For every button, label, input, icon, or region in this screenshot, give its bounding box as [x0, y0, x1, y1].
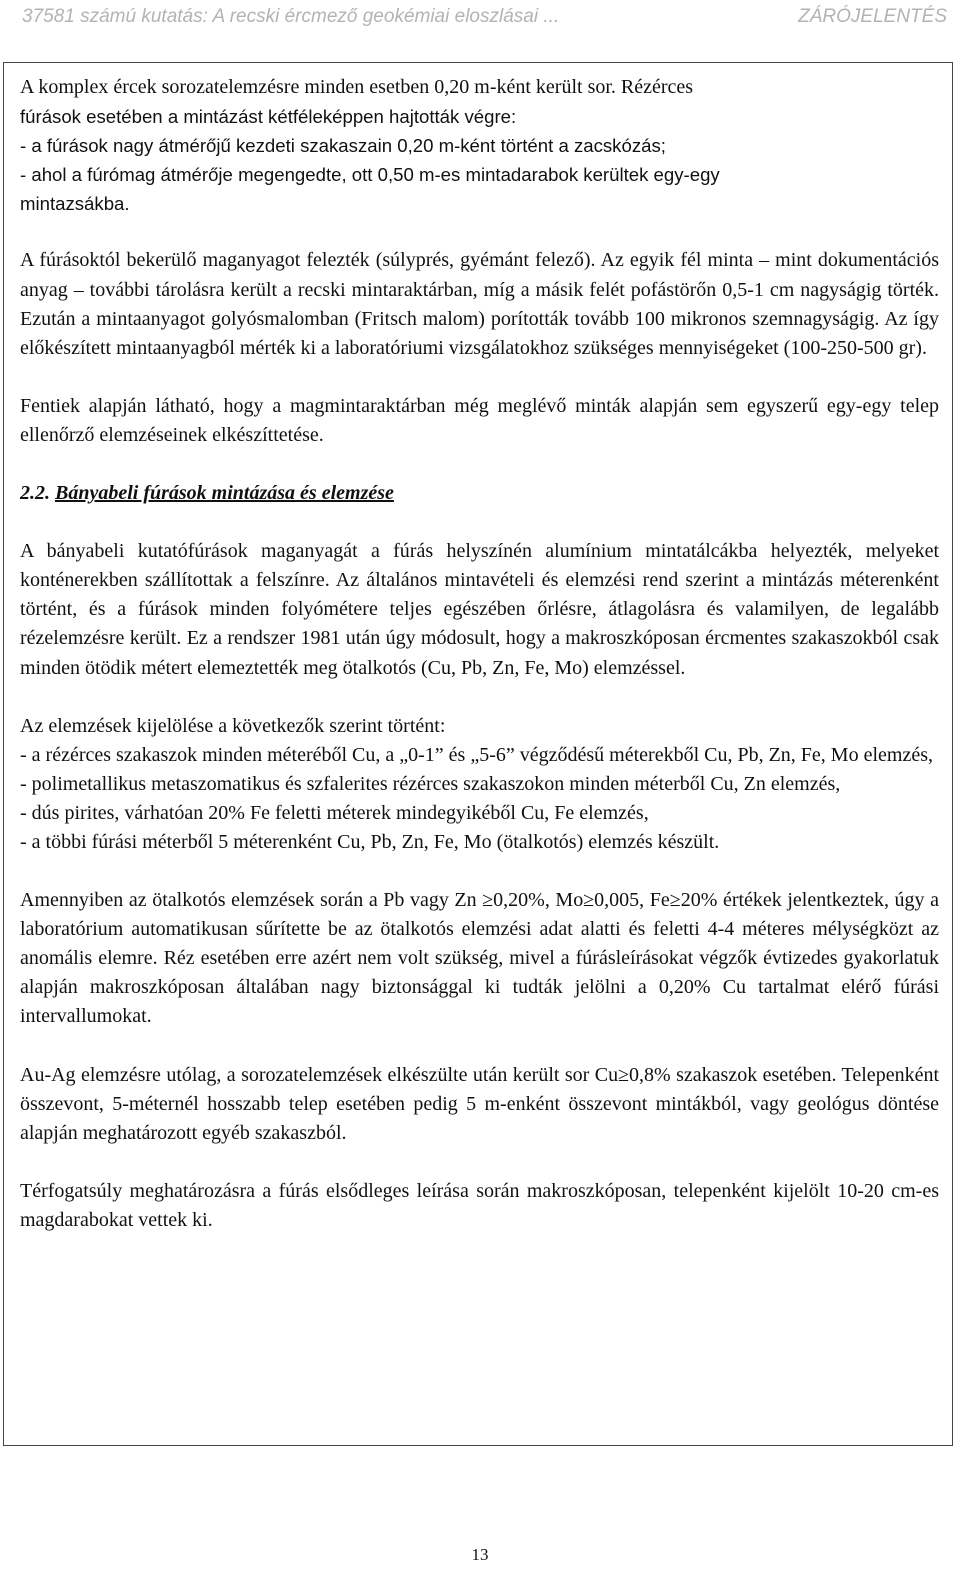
list-intro: Az elemzések kijelölése a következők szerint történt: [20, 714, 446, 737]
paragraph-line: - ahol a fúrómag átmérője megengedte, ott 0,50 m-es mintadarabok kerültek egy-egy [20, 164, 720, 186]
paragraph-underground-drilling: A bányabeli kutatófúrások maganyagát a fúrás helyszínén alumínium mintatálcákba helyezték, melyeket konténerekben szállítottak a felszínre. Az általános mintavételi és elemzési rend szerint a mintázás méterenként történt, és a fúrások minden folyómétere teljes egészében őrlésre, átlagolásra és valamilyen, de legalább rézelemzésre került. Ez a rendszer 1981 után úgy módosult, hogy a makroszkóposan ércmentes szakaszokból csak minden ötödik métert elemeztették meg ötalkotós (Cu, Pb, Zn, Fe, Mo) elemzéssel. [20, 540, 939, 679]
paragraph-au-ag-analysis: Au-Ag elemzésre utólag, a sorozatelemzések elkészülte után került sor Cu≥0,8% szakaszok esetében. Telepenként összevont, 5-méternél hosszabb telep esetében pedig 5 m-enként összevont mintákból, vagy geológus döntése alapján meghatározott egyéb szakaszból. [20, 1063, 939, 1144]
paragraph-line: fúrások esetében a mintázást kétféleképpen hajtották végre: [20, 106, 517, 128]
page-body [20, 73, 939, 1235]
page-number: 13 [471, 1545, 489, 1564]
list-item: - a rézérces szakaszok minden méteréből Cu, a „0-1” és „5-6” végződésű méterekből Cu, Pb, Zn, Fe, Mo elemzés, [20, 743, 933, 766]
paragraph-analysis-list [20, 712, 939, 857]
header-report-type: ZÁRÓJELENTÉS [798, 6, 947, 27]
paragraph-line: mintazsákba. [20, 193, 130, 215]
list-item: - a többi fúrási méterből 5 méterenként Cu, Pb, Zn, Fe, Mo (ötalkotós) elemzés készült. [20, 830, 720, 853]
list-item: - dús pirites, várhatóan 20% Fe feletti méterek mindegyikéből Cu, Fe elemzés, [20, 801, 649, 824]
paragraph-line: - a fúrások nagy átmérőjű kezdeti szakaszain 0,20 m-ként történt a zacskózás; [20, 135, 666, 157]
header-title: 37581 számú kutatás: A recski ércmező geokémiai eloszlásai ... [22, 6, 560, 27]
section-heading [20, 479, 939, 508]
running-header [22, 4, 947, 34]
section-number: 2.2. [20, 482, 50, 505]
paragraph-core-processing: A fúrásoktól bekerülő maganyagot felezték (súlyprés, gyémánt felező). Az egyik fél minta – mint dokumentációs anyag – további tárolásra került a recski mintaraktárban, míg a másik felét pofástörőn 0,5-1 cm nagyságig törték. Ezután a mintaanyagot golyósmalomban (Fritsch malom) porították tovább 100 mikronos szemnagyságig. Az így előkészített mintaanyagból mérték ki a laboratóriumi vizsgálatokhoz szükséges mennyiségeket (100-250-500 gr). [20, 249, 939, 359]
paragraph-line: A komplex ércek sorozatelemzésre minden esetben 0,20 m-ként került sor. Rézérces [20, 76, 694, 98]
paragraph-density: Térfogatsúly meghatározásra a fúrás elsődleges leírása során makroszkóposan, telepenként kijelölt 10-20 cm-es magdarabokat vettek ki. [20, 1179, 939, 1231]
list-item: - polimetallikus metaszomatikus és szfalerites rézérces szakaszokon minden méterből Cu, Zn elemzés, [20, 772, 841, 795]
section-title: Bányabeli fúrások mintázása és elemzése [55, 482, 394, 505]
paragraph-sampling-intro [20, 73, 939, 218]
paragraph-anomaly-densification: Amennyiben az ötalkotós elemzések során a Pb vagy Zn ≥0,20%, Mo≥0,005, Fe≥20% értékek jelentkeztek, úgy a laboratórium automatikusan sűrítette be az ötalkotós elemzési adat alatti és feletti 4-4 méteres mélységközt az anomális elemre. Réz esetében erre azért nem volt szükség, mivel a fúrásleírásokat végzők évtizedes gyakorlatuk alapján makroszkóposan általában nagy biztonsággal ki tudták jelölni a 0,20% Cu tartalmat elérő fúrási intervallumokat. [20, 889, 939, 1028]
paragraph-conclusion: Fentiek alapján látható, hogy a magmintaraktárban még meglévő minták alapján sem egyszerű egy-egy telep ellenőrző elemzéseinek elkészíttetése. [20, 394, 939, 446]
